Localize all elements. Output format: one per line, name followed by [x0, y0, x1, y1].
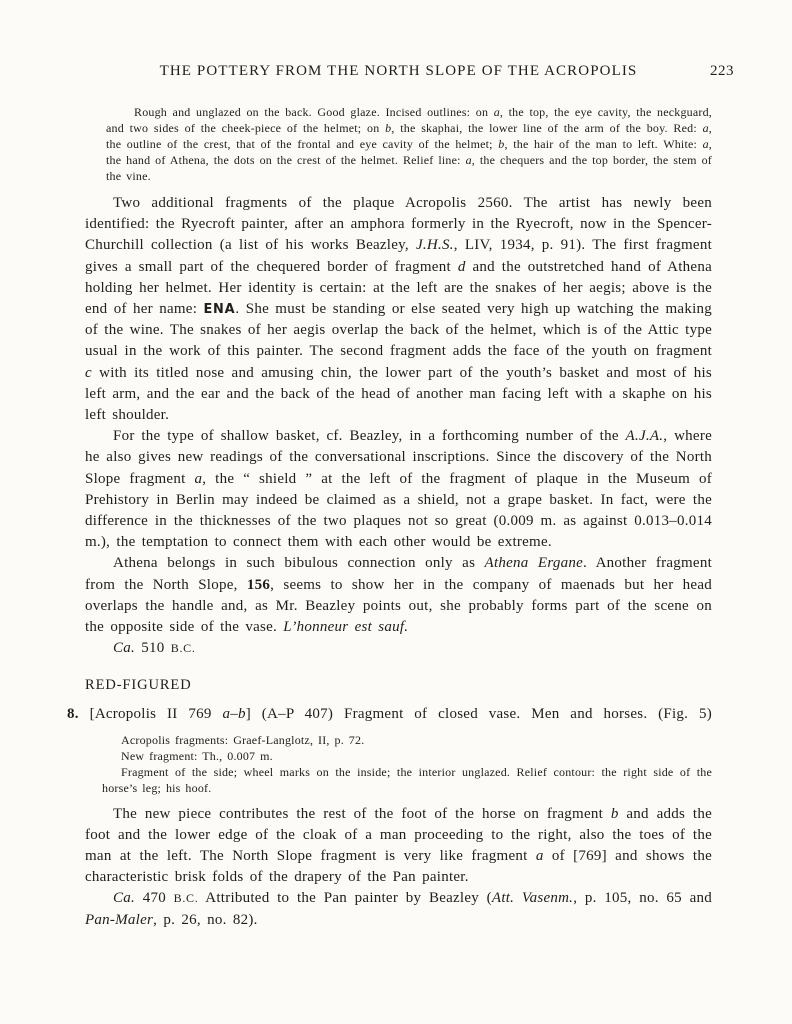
catalogue-technical-note-paragraph: Rough and unglazed on the back. Good glaze. Incised outlines: on a, the top, the eye cavity, the neckguard, and two sides of the cheek-piece of the helmet; on b, the skaphai, the lower line of the arm of the boy. Red: a, the outline of the crest, that of the frontal and eye cavity of the helmet; b, the hair of the man to left. White: a, the hand of Athena, the dots on the crest of the helmet. Relief line: a, the chequers and the top border, the stem of the vine.	[106, 105, 712, 183]
date-line-510-bc: Ca. 510 B.C.	[113, 640, 196, 657]
body-text-block	[85, 193, 712, 659]
page-number: 223	[710, 63, 734, 79]
entry-8-heading: 8. [Acropolis II 769 a–b] (A–P 407) Fragment of closed vase. Men and horses. (Fig. 5)	[67, 706, 712, 723]
entry-8-paragraph: The new piece contributes the rest of the foot of the horse on fragment b and adds the foot and the lower edge of the cloak of a man proceeding to the right, also the toes of the man at the left. The North Slope fragment is very like fragment a of [769] and shows the characteristic brisk folds of the drapery of the Pan painter.	[85, 805, 712, 886]
running-title: THE POTTERY FROM THE NORTH SLOPE OF THE ACROPOLIS	[159, 63, 638, 79]
body-paragraph-basket: For the type of shallow basket, cf. Beazley, in a forthcoming number of the A.J.A., where he also gives new readings of the conversational inscriptions. Since the discovery of the North Slope fragment a, the “ shield ” at the left of the fragment of plaque in the Museum of Prehistory in Berlin may indeed be claimed as a shield, not a grape basket. In fact, were the difference in the thicknesses of the two plaques not so great (0.009 m. as against 0.013–0.014 m.), the temptation to connect them with each other would be extreme.	[85, 428, 712, 551]
entry-8-note-dimensions: New fragment: Th., 0.007 m.	[121, 748, 273, 763]
body-paragraph-athena: Athena belongs in such bibulous connection only as Athena Ergane. Another fragment from the North Slope, 156, seems to show her in the company of maenads but her head overlaps the handle and, as Mr. Beazley points out, she probably forms part of the scene on the opposite side of the vase. L’honneur est sauf.	[85, 555, 713, 636]
entry-8-note-bibliography: Acropolis fragments: Graef-Langlotz, II, p. 72.	[121, 732, 365, 747]
catalogue-entry-8	[67, 704, 713, 930]
entry-8-body	[85, 804, 712, 931]
entry-8-notes	[85, 732, 712, 796]
page-header	[85, 62, 734, 80]
page-content	[67, 62, 734, 931]
catalogue-technical-note	[85, 104, 712, 184]
entry-8-note-description: Fragment of the side; wheel marks on the inside; the interior unglazed. Relief contour: the right side of the horse’s leg; his hoof.	[102, 764, 712, 795]
entry-8-date-attribution: Ca. 470 B.C. Attributed to the Pan painter by Beazley (Att. Vasenm., p. 105, no. 65 and Pan-Maler, p. 26, no. 82).	[85, 890, 713, 928]
body-paragraph-fragments: Two additional fragments of the plaque Acropolis 2560. The artist has newly been identified: the Ryecroft painter, after an amphora formerly in the Ryecroft, now in the Spencer-Churchill collection (a list of his works Beazley, J.H.S., LIV, 1934, p. 91). The first fragment gives a small part of the chequered border of fragment d and the outstretched hand of Athena holding her helmet. Her identity is certain: at the left are the snakes of her aegis; above is the end of her name: ENA. She must be standing or else seated very high up watching the making of the wine. The snakes of her aegis overlap the back of the helmet, which is of the Attic type usual in the work of this painter. The second fragment adds the face of the youth on fragment c with its titled nose and amusing chin, the lower part of the youth’s basket and most of his left arm, and the ear and the back of the head of another man facing left with a skaphe on his left shoulder.	[85, 195, 713, 424]
section-heading-red-figured: RED-FIGURED	[85, 677, 192, 694]
